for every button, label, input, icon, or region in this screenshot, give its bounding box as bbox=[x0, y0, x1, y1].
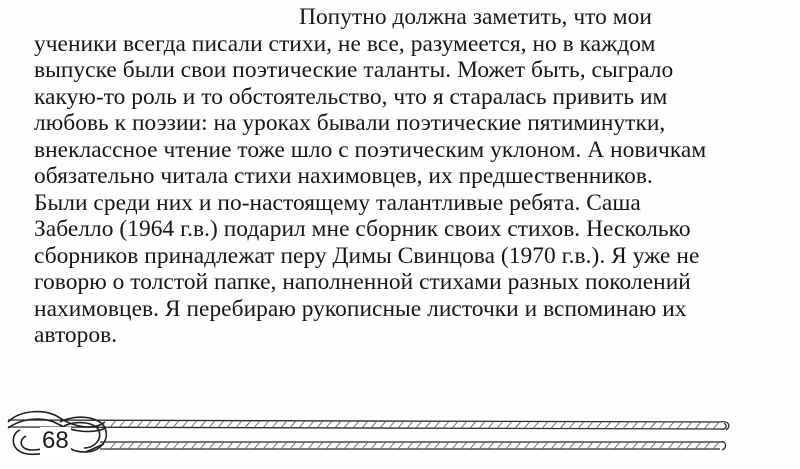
paragraph-line: Забелло (1964 г.в.) подарил мне сборник своих стихов. Несколько bbox=[34, 216, 691, 242]
paragraph-line: Попутно должна заметить, что мои bbox=[299, 4, 652, 30]
paragraph-line: говорю о толстой папке, наполненной стихами разных поколений bbox=[34, 269, 691, 295]
paragraph-line: любовь к поэзии: на уроках бывали поэтические пятиминутки, bbox=[34, 110, 666, 136]
paragraph-line: сборников принадлежат перу Димы Свинцова (1970 г.в.). Я уже не bbox=[34, 242, 700, 269]
paragraph bbox=[34, 4, 734, 349]
rope-knot-icon bbox=[0, 400, 800, 469]
paragraph-line: какую-то роль и то обстоятельство, что я старалась привить им bbox=[34, 83, 668, 110]
paragraph-line: выпуске были свои поэтические таланты. Может быть, сыграло bbox=[34, 57, 674, 83]
paragraph-line: обязательно читала стихи нахимовцев, их предшественников. bbox=[34, 163, 653, 189]
paragraph-line: Были среди них и по-настоящему талантливые ребята. Саша bbox=[34, 189, 641, 216]
paragraph-line: нахимовцев. Я перебираю рукописные листочки и вспоминаю их bbox=[34, 295, 687, 322]
paragraph-line: внеклассное чтение тоже шло с поэтическим уклоном. А новичкам bbox=[34, 136, 707, 163]
paragraph-line: авторов. bbox=[34, 322, 118, 348]
paragraph-line: ученики всегда писали стихи, не все, разумеется, но в каждом bbox=[34, 30, 656, 57]
page-number: 68 bbox=[42, 427, 69, 454]
rope-ornament bbox=[0, 400, 800, 469]
